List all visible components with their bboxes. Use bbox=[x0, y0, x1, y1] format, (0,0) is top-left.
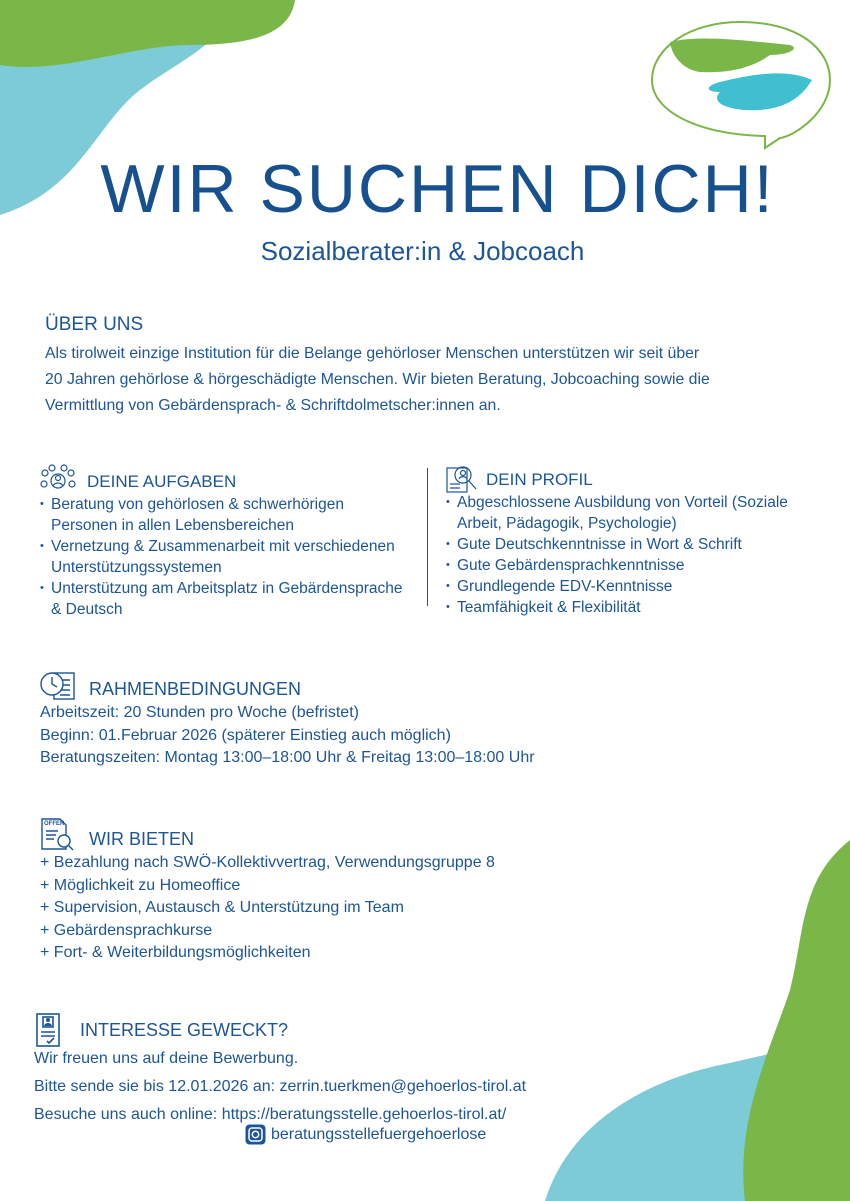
list-item: • Teamfähigkeit & Flexibilität bbox=[446, 597, 791, 618]
clock-document-icon bbox=[40, 670, 76, 702]
page-title: WIR SUCHEN DICH! bbox=[100, 151, 775, 227]
contact-heading: INTERESSE GEWECKT? bbox=[80, 1020, 289, 1040]
contact-text bbox=[34, 1045, 526, 1129]
about-line: Als tirolweit einzige Institution für die Belange gehörloser Menschen unterstützen wir seit über bbox=[45, 345, 700, 362]
conditions-line: Beginn: 01.Februar 2026 (späterer Einstieg auch möglich) bbox=[40, 726, 451, 744]
offer-item: + Supervision, Austausch & Unterstützung im Team bbox=[40, 899, 404, 916]
offer-item: + Gebärdensprachkurse bbox=[40, 921, 213, 939]
tasks-list bbox=[40, 494, 410, 620]
page-subtitle: Sozialberater:in & Jobcoach bbox=[260, 236, 585, 266]
list-item: • Gute Deutschkenntnisse in Wort & Schrift bbox=[446, 534, 791, 555]
contact-line: Wir freuen uns auf deine Bewerbung. bbox=[34, 1050, 299, 1067]
column-divider bbox=[427, 468, 428, 606]
profile-search-icon bbox=[445, 462, 479, 494]
offer-item: + Bezahlung nach SWÖ-Kollektivvertrag, Verwendungsgruppe 8 bbox=[40, 854, 495, 871]
logo-hands-speech-bubble-icon bbox=[652, 22, 830, 148]
conditions-heading: RAHMENBEDINGUNGEN bbox=[89, 679, 302, 699]
conditions-line: Arbeitszeit: 20 Stunden pro Woche (befristet) bbox=[40, 704, 359, 721]
tasks-heading: DEINE AUFGABEN bbox=[87, 472, 237, 491]
contact-website-line[interactable]: Besuche uns auch online: https://beratungsstelle.gehoerlos-tirol.at/ bbox=[34, 1106, 507, 1123]
profile-list bbox=[446, 492, 791, 618]
list-item: • Unterstützung am Arbeitsplatz in Gebärdensprache & Deutsch bbox=[40, 578, 410, 620]
list-item: • Abgeschlossene Ausbildung von Vorteil (Soziale Arbeit, Pädagogik, Psychologie) bbox=[446, 492, 791, 534]
offer-item: + Fort- & Weiterbildungsmöglichkeiten bbox=[40, 944, 311, 961]
conditions-text bbox=[40, 702, 535, 770]
about-heading: ÜBER UNS bbox=[45, 314, 144, 335]
instagram-icon bbox=[245, 1124, 266, 1145]
about-line: Vermittlung von Gebärdensprach- & Schriftdolmetscher:innen an. bbox=[45, 397, 501, 414]
profile-heading: DEIN PROFIL bbox=[486, 470, 593, 489]
application-document-icon bbox=[34, 1012, 62, 1048]
about-line: 20 Jahren gehörlose & hörgeschädigte Menschen. Wir bieten Beratung, Jobcoaching sowie die bbox=[45, 371, 710, 388]
list-item: • Beratung von gehörlosen & schwerhörigen Personen in allen Lebensbereichen bbox=[40, 494, 410, 536]
list-item: • Grundlegende EDV-Kenntnisse bbox=[446, 576, 791, 597]
bottom-right-green-blob bbox=[743, 840, 850, 1201]
offer-document-icon bbox=[40, 817, 74, 851]
conditions-line: Beratungszeiten: Montag 13:00–18:00 Uhr & Freitag 13:00–18:00 Uhr bbox=[40, 749, 535, 766]
contact-email-line[interactable]: Bitte sende sie bis 12.01.2026 an: zerrin.tuerkmen@gehoerlos-tirol.at bbox=[34, 1078, 527, 1095]
about-text bbox=[45, 341, 710, 419]
offer-item: + Möglichkeit zu Homeoffice bbox=[40, 876, 241, 894]
offer-heading: WIR BIETEN bbox=[89, 829, 195, 849]
instagram-handle: beratungsstellefuergehoerlose bbox=[271, 1125, 487, 1143]
list-item: • Vernetzung & Zusammenarbeit mit verschiedenen Unterstützungssystemen bbox=[40, 536, 410, 578]
offer-icon-label: OFFER bbox=[44, 821, 65, 827]
network-people-icon bbox=[40, 464, 76, 498]
instagram-link[interactable] bbox=[245, 1124, 486, 1145]
list-item: • Gute Gebärdensprachkenntnisse bbox=[446, 555, 791, 576]
offer-list bbox=[40, 852, 495, 965]
